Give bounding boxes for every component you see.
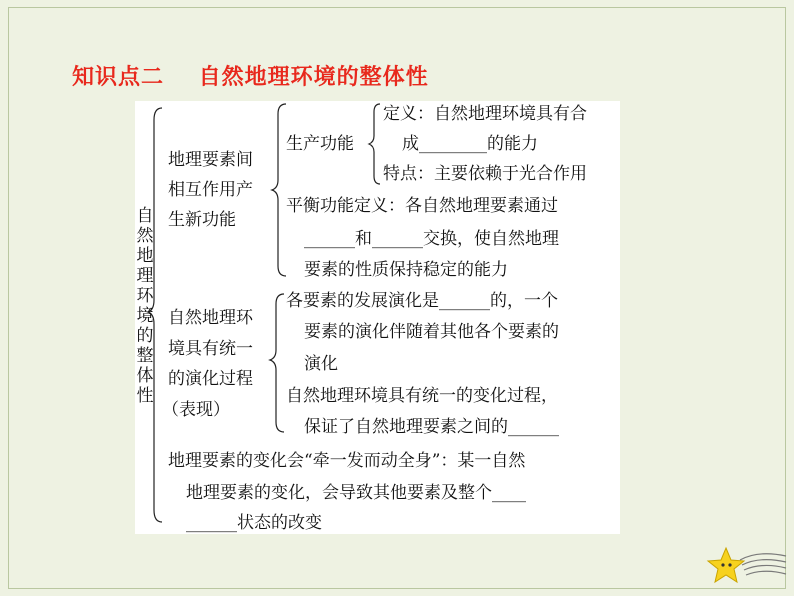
balance-function-line2: ______和______交换，使自然地理 <box>304 229 559 249</box>
production-function-label: 生产功能 <box>286 134 354 154</box>
production-definition-line1: 定义：自然地理环境具有合 <box>383 104 587 124</box>
production-feature: 特点：主要依赖于光合作用 <box>383 164 587 184</box>
balance-function-line3: 要素的性质保持稳定的能力 <box>304 260 508 280</box>
branch2-label-line1: 自然地理环 <box>168 308 253 328</box>
evolution-item2-line1: 自然地理环境具有统一的变化过程， <box>286 386 558 406</box>
evolution-item1-line1: 各要素的发展演化是______的，一个 <box>286 291 558 311</box>
evolution-item1-line2: 要素的演化伴随着其他各个要素的 <box>304 322 559 342</box>
branch1-brace <box>272 104 286 276</box>
star-decoration-icon <box>700 540 790 592</box>
branch2-brace <box>270 294 284 432</box>
evolution-item2-line2: 保证了自然地理要素之间的______ <box>304 417 559 437</box>
root-label: 自然地理环境的整体性 <box>136 206 154 406</box>
branch2-label-line4: （表现） <box>162 400 230 420</box>
branch3-line2: 地理要素的变化，会导致其他要素及整个____ <box>186 483 526 503</box>
production-brace <box>369 104 380 184</box>
production-definition-line2: 成________的能力 <box>402 134 538 154</box>
branch3-line1: 地理要素的变化会“牵一发而动全身”：某一自然 <box>168 451 526 471</box>
branch3-line3: ______状态的改变 <box>186 513 322 533</box>
slide-heading: 知识点二 自然地理环境的整体性 <box>72 65 429 90</box>
branch1-label-line2: 相互作用产 <box>168 180 253 200</box>
branch1-label-line1: 地理要素间 <box>168 150 253 170</box>
evolution-item1-line3: 演化 <box>304 354 338 374</box>
branch2-label-line2: 境具有统一 <box>168 339 253 359</box>
balance-function-line1: 平衡功能定义：各自然地理要素通过 <box>286 196 558 216</box>
branch2-label-line3: 的演化过程 <box>168 369 253 389</box>
branch1-label-line3: 生新功能 <box>168 210 236 230</box>
